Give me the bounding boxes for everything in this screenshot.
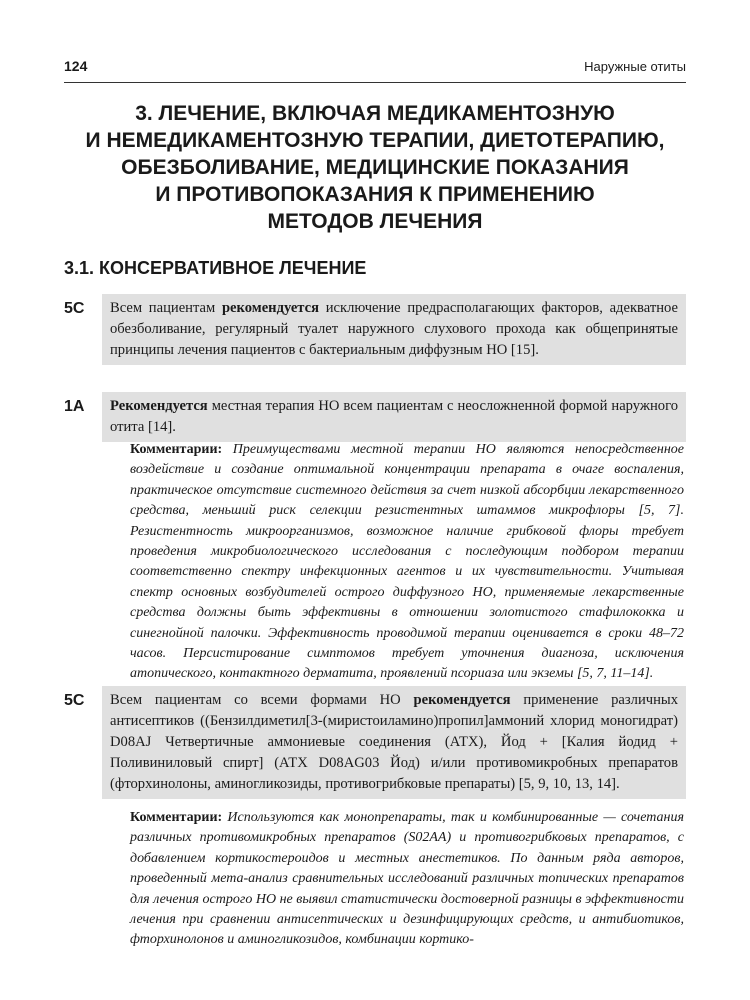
recommendation-text xyxy=(102,686,686,799)
commentary-paragraph xyxy=(130,808,684,951)
chapter-title xyxy=(64,100,686,235)
rec-text-before: Всем пациентам со всеми формами НО xyxy=(110,692,414,708)
commentary-label: Комментарии: xyxy=(130,442,223,457)
evidence-grade: 5С xyxy=(64,692,85,709)
chapter-title-line: МЕТОДОВ ЛЕЧЕНИЯ xyxy=(267,210,483,233)
rec-text-before: Всем пациентам xyxy=(110,300,222,316)
commentary-label: Комментарии: xyxy=(130,810,223,825)
rec-text-after: исключение предрасполагающих факторов, адекватное обезболивание, регулярный туалет наружного слухового прохода как общепринятые принципы лечения пациентов с бактериальным диффузным НО [15]. xyxy=(110,300,678,358)
evidence-grade: 5С xyxy=(64,300,85,317)
recommendation-block xyxy=(64,294,686,365)
commentary-text: Используются как монопрепараты, так и комбинированные — сочетания различных противомикробных препаратов (S02AA) и противогрибковых препаратов, с добавлением кортикостероидов и местных анестетиков. По данным ряда авторов, проведенный мета-анализ сравнительных исследований различных топических препаратов для лечения острого НО не выявил статистически достоверной разницы в эффективности лечения при сравнении антисептических и дезинфицирующих средств, и антибиотиков, фторхинолонов и аминогликозидов, комбинации кортико- xyxy=(130,810,684,948)
recommendation-block xyxy=(64,686,686,799)
chapter-title-line: 3. ЛЕЧЕНИЕ, ВКЛЮЧАЯ МЕДИКАМЕНТОЗНУЮ xyxy=(135,102,615,125)
recommendation-block xyxy=(64,392,686,442)
page-number: 124 xyxy=(64,58,88,74)
chapter-title-line: ОБЕЗБОЛИВАНИЕ, МЕДИЦИНСКИЕ ПОКАЗАНИЯ xyxy=(121,156,629,179)
section-title: 3.1. КОНСЕРВАТИВНОЕ ЛЕЧЕНИЕ xyxy=(64,258,367,278)
recommendation-text xyxy=(102,392,686,442)
rec-keyword: Рекомендуется xyxy=(110,398,208,414)
header-rule xyxy=(64,82,686,83)
recommendation-text xyxy=(102,294,686,365)
chapter-title-line: И ПРОТИВОПОКАЗАНИЯ К ПРИМЕНЕНИЮ xyxy=(155,183,595,206)
rec-text-after: местная терапия НО всем пациентам с неосложненной формой наружного отита [14]. xyxy=(110,398,678,435)
chapter-title-line: И НЕМЕДИКАМЕНТОЗНУЮ ТЕРАПИИ, ДИЕТОТЕРАПИЮ, xyxy=(85,129,665,152)
rec-keyword: рекомендуется xyxy=(221,300,320,316)
page-header xyxy=(64,58,686,80)
evidence-grade: 1А xyxy=(64,398,85,415)
commentary-text: Преимуществами местной терапии НО являются непосредственное воздействие и создание оптимальной концентрации препарата в очаге воспаления, практическое отсутствие системного действия за счет низкой абсорбции лекарственного средства, меньший риск селекции резистентных штаммов микрофлоры [5, 7]. Резистентность микроорганизмов, возможное наличие грибковой флоры требует проведения микробиологического исследования с последующим подбором терапии соответственно спектру инфекционных агентов и их чувствительности. Учитывая спектр основных возбудителей острого диффузного НО, применяемые лекарственные средства должны быть эффективны в отношении золотистого стафилококка и синегнойной палочки. Эффективность проводимой терапии оценивается в сроки 48–72 часов. Персистирование симптомов требует уточнения диагноза, исключения атопического, контактного дерматита, проявлений псориаза или экземы [5, 7, 11–14]. xyxy=(130,442,684,682)
rec-text-after: применение различных антисептиков ((Бензилдиметил[3-(миристоиламино)пропил]аммоний хлорид моногидрат) D08AJ Четвертичные аммониевые соединения (АТХ), Йод + [Калия йодид + Поливиниловый спирт] (АТХ D08AG03 Йод) и/или противомикробных препаратов (фторхинолоны, аминогликозиды, противогрибковые препараты) [5, 9, 10, 13, 14]. xyxy=(110,692,679,792)
running-title: Наружные отиты xyxy=(584,59,686,74)
rec-keyword: рекомендуется xyxy=(413,692,511,708)
commentary-paragraph xyxy=(130,440,684,685)
